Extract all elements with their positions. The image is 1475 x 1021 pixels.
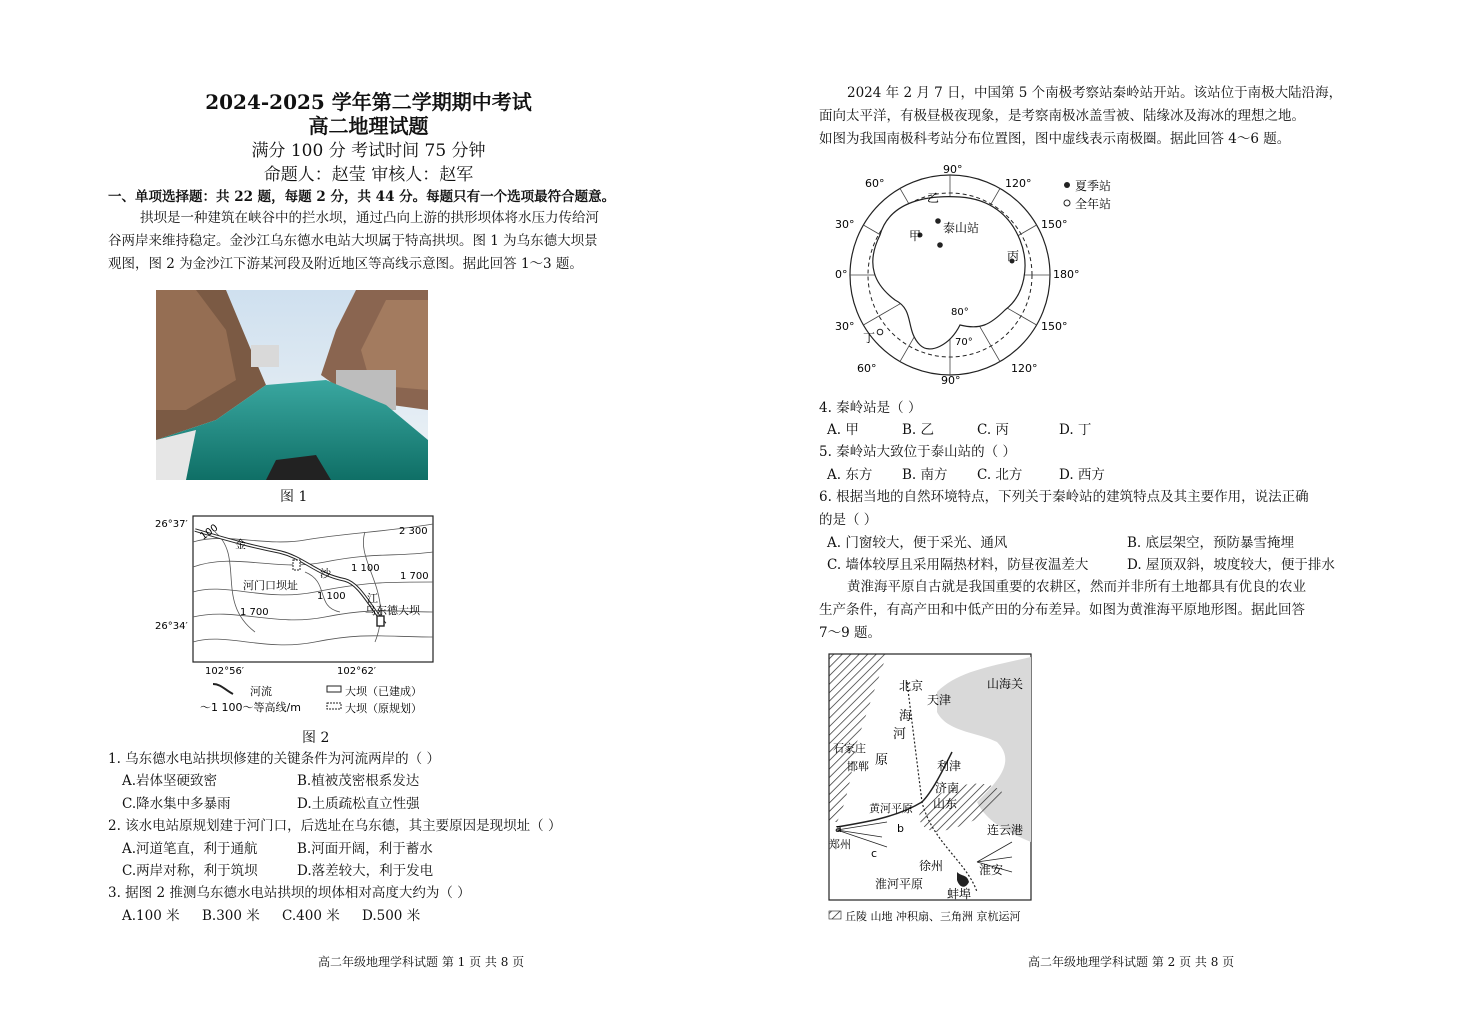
city-label: 徐州 — [919, 859, 944, 873]
lon-label: 102°56′ — [205, 666, 245, 677]
intro-line: 拱坝是一种建筑在峡谷中的拦水坝，通过凸向上游的拱形坝体将水压力传给河 — [140, 210, 599, 226]
deg-label: 60° — [865, 177, 885, 190]
question-stem: 5. 秦岭站大致位于泰山站的（ ） — [819, 444, 1016, 460]
deg-label: 60° — [857, 362, 877, 375]
option: A.岩体坚硬致密 — [122, 773, 218, 789]
city-label: 郑州 — [829, 838, 851, 851]
station-dot — [937, 242, 943, 248]
contour-label: 1 100 — [317, 591, 346, 602]
legend-label: 全年站 — [1075, 197, 1112, 211]
summer-station-icon — [1064, 182, 1070, 188]
antarctica-outline — [873, 197, 1025, 349]
river-char: 金 — [235, 538, 246, 551]
option: C. 丙 — [977, 422, 1009, 438]
option: C. 北方 — [977, 467, 1023, 483]
station-label: 丁 — [863, 331, 876, 345]
lon-label: 102°62′ — [337, 666, 377, 677]
option: A.河道笔直，利于通航 — [122, 841, 258, 857]
contour-label: 1 700 — [400, 571, 429, 582]
legend-label: 大坝（已建成） — [345, 685, 422, 698]
lat-label: 70° — [955, 337, 973, 348]
site-label: 河门口坝址 — [243, 579, 298, 592]
intro-line: 7～9 题。 — [819, 625, 881, 641]
city-label: 山海关 — [987, 677, 1024, 691]
city-label: 天津 — [927, 693, 952, 707]
option: C. 墙体较厚且采用隔热材料，防昼夜温差大 — [827, 557, 1089, 573]
city-label: 济南 — [935, 781, 960, 795]
intro-line: 面向太平洋，有极昼极夜现象，是考察南极冰盖雪被、陆缘冰及海冰的理想之地。 — [819, 108, 1305, 124]
lat-label: 26°37′ — [155, 519, 188, 530]
antarctic-map — [835, 160, 1125, 390]
intro-line: 2024 年 2 月 7 日，中国第 5 个南极考察站秦岭站开站。该站位于南极大陆沿海， — [847, 85, 1343, 101]
river-char: 沙 — [320, 567, 331, 580]
legend-river-icon — [213, 684, 233, 694]
planned-dam-icon — [293, 560, 300, 570]
right-page — [737, 0, 1474, 1021]
contour-label: 1 700 — [240, 607, 269, 618]
lat-label: 80° — [951, 307, 969, 318]
intro-line: 生产条件，有高产田和中低产田的分布差异。如图为黄淮海平原地形图。据此回答 — [819, 602, 1305, 618]
score-time: 满分 100 分 考试时间 75 分钟 — [251, 141, 486, 161]
option: D.落差较大，利于发电 — [297, 863, 434, 879]
contour-label: 100 — [198, 522, 221, 543]
station-dot — [877, 329, 883, 335]
station-label: 丙 — [1007, 249, 1020, 263]
year-round-station-icon — [1064, 200, 1070, 206]
option: A. 门窗较大，便于采光、通风 — [827, 535, 1008, 551]
deg-label: 120° — [1011, 362, 1038, 375]
legend-label: 河流 — [250, 685, 272, 698]
legend-built-icon — [327, 686, 341, 692]
station-dot — [935, 218, 941, 224]
option: B.河面开阔，利于蓄水 — [297, 841, 433, 857]
intro-line: 如图为我国南极科考站分布位置图，图中虚线表示南极圈。据此回答 4～6 题。 — [819, 131, 1291, 147]
question-stem: 1. 乌东德水电站拱坝修建的关键条件为河流两岸的（ ） — [108, 751, 440, 767]
legend-label: 大坝（原规划） — [345, 702, 422, 715]
option: D. 丁 — [1059, 422, 1092, 438]
question-stem: 2. 该水电站原规划建于河门口，后选址在乌东德，其主要原因是现坝址（ ） — [108, 818, 562, 834]
option: D.500 米 — [362, 908, 421, 924]
option: A. 甲 — [827, 422, 859, 438]
option: A. 东方 — [827, 467, 873, 483]
deg-label: 150° — [1041, 218, 1068, 231]
point-label: a — [835, 822, 842, 835]
intro-line: 观图，图 2 为金沙江下游某河段及附近地区等高线示意图。据此回答 1～3 题。 — [108, 256, 583, 272]
option: B.植被茂密根系发达 — [297, 773, 420, 789]
site-label: 乌东德大坝 — [365, 604, 420, 617]
option: A.100 米 — [122, 908, 180, 924]
city-label: 北京 — [899, 679, 924, 693]
section-heading: 一、单项选择题：共 22 题，每题 2 分，共 44 分。每题只有一个选项最符合题意。 — [108, 189, 616, 205]
question-stem: 6. 根据当地的自然环境特点，下列关于秦岭站的建筑特点及其主要作用，说法正确 — [819, 489, 1309, 505]
option: B. 底层架空，预防暴雪掩埋 — [1127, 535, 1295, 551]
lat-label: 26°34′ — [155, 621, 188, 632]
city-label: 邯郸 — [847, 760, 869, 773]
contour-label: 1 100 — [351, 563, 380, 574]
dam-photo — [156, 290, 428, 480]
region-label: 山东 — [933, 797, 958, 811]
legend-label: 丘陵 山地 冲积扇、三角洲 京杭运河 — [845, 910, 1021, 923]
question-stem: 3. 据图 2 推测乌东德水电站拱坝的坝体相对高度大约为（ ） — [108, 885, 471, 901]
authors: 命题人：赵莹 审核人：赵军 — [263, 165, 474, 185]
deg-label: 180° — [1053, 268, 1080, 281]
station-label: 甲 — [909, 229, 922, 243]
option: D. 屋顶双斜，坡度较大，便于排水 — [1127, 557, 1335, 573]
deg-label: 150° — [1041, 320, 1068, 333]
city-label: 利津 — [937, 759, 962, 773]
built-dam-icon — [377, 616, 384, 626]
intro-line: 谷两岸来维持稳定。金沙江乌东德水电站大坝属于特高拱坝。图 1 为乌东德大坝景 — [108, 233, 598, 249]
city-label: 蚌埠 — [947, 887, 972, 901]
deg-label: 120° — [1005, 177, 1032, 190]
fig1-caption: 图 1 — [280, 489, 308, 505]
exam-subtitle: 高二地理试题 — [308, 114, 429, 138]
legend-hill-icon — [829, 911, 841, 919]
region-label: 原 — [875, 753, 889, 768]
option: C.降水集中多暴雨 — [122, 796, 231, 812]
option: D. 西方 — [1059, 467, 1105, 483]
deg-label: 30° — [835, 218, 855, 231]
option: B.300 米 — [202, 908, 260, 924]
deg-label: 0° — [835, 268, 848, 281]
exam-title: 2024-2025 学年第二学期期中考试 — [205, 90, 532, 114]
station-label: 泰山站 — [943, 221, 980, 235]
region-label: 海 — [899, 709, 913, 724]
page-footer: 高二年级地理学科试题 第 2 页 共 8 页 — [1028, 955, 1235, 969]
intro-line: 黄淮海平原自古就是我国重要的农耕区，然而并非所有土地都具有优良的农业 — [847, 579, 1306, 595]
deg-label: 90° — [941, 374, 961, 387]
plain-map — [827, 652, 1117, 930]
deg-label: 90° — [943, 163, 963, 176]
contour-map — [155, 512, 455, 717]
legend-label: 夏季站 — [1075, 179, 1112, 193]
city-label: 石家庄 — [833, 742, 866, 755]
option: B. 乙 — [902, 422, 935, 438]
legend-label: ～1 100～等高线/m — [200, 701, 301, 714]
legend-planned-icon — [327, 703, 341, 709]
option: C.400 米 — [282, 908, 340, 924]
region-label: 河 — [893, 727, 907, 742]
left-page — [0, 0, 737, 1021]
page-footer: 高二年级地理学科试题 第 1 页 共 8 页 — [318, 955, 525, 969]
option: C.两岸对称，利于筑坝 — [122, 863, 258, 879]
city-label: 连云港 — [987, 823, 1024, 837]
option: D.土质疏松直立性强 — [297, 796, 420, 812]
point-label: b — [897, 822, 904, 835]
question-stem: 4. 秦岭站是（ ） — [819, 400, 922, 416]
deg-label: 30° — [835, 320, 855, 333]
city-label: 淮安 — [979, 863, 1004, 877]
region-label: 黄河平原 — [869, 802, 913, 815]
question-stem: 的是（ ） — [819, 512, 878, 528]
point-label: c — [871, 847, 878, 860]
river-char: 江 — [367, 592, 378, 605]
contour-label: 2 300 — [399, 526, 428, 537]
option: B. 南方 — [902, 467, 948, 483]
station-label: 乙 — [927, 191, 940, 205]
region-label: 淮河平原 — [875, 877, 924, 891]
fig2-caption: 图 2 — [302, 730, 330, 746]
